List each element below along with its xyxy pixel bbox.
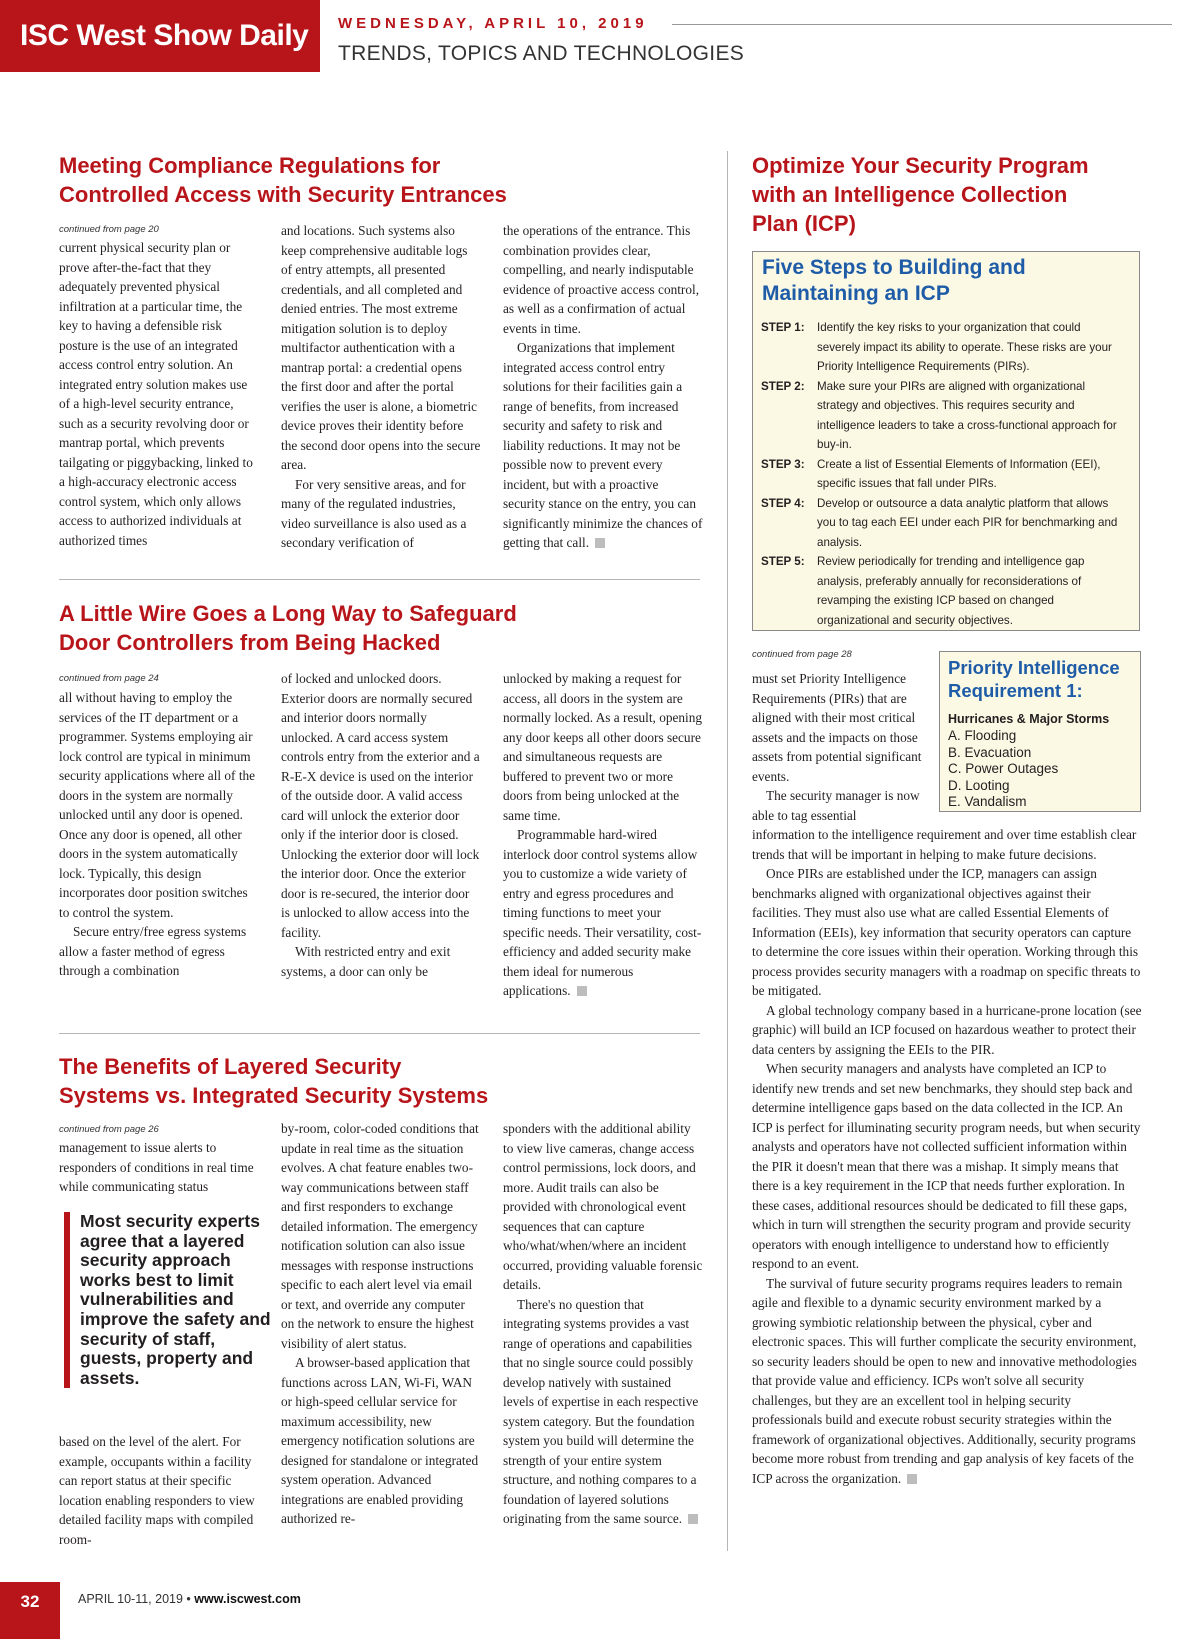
step-text: Develop or outsource a data analytic platform that allows you to tag each EEI under each PIR for benchmarking and analysis. [817, 496, 1118, 549]
step-label: STEP 2: [761, 379, 805, 393]
article1-continued: continued from page 20 [59, 224, 159, 235]
step-label: STEP 4: [761, 496, 805, 510]
pir-title-line1: Priority Intelligence [948, 657, 1120, 678]
paragraph: When security managers and analysts have completed an ICP to identify new trends and set new benchmarks, they should step back and determine intelligence gaps based on the data collected in the ICP. An ICP is perfect for illuminating security program needs, but when security analysts and operators have not collected sufficient information within the PIR it doesn't mean that there was a mishap. It simply means that there is a key requirement in the ICP that needs further exploration. In these cases, additional resources should be dedicated to fill these gaps, which in turn will strengthen the security program and provide security operators with enough intelligence to understand how to efficiently respond to an event. [752, 1061, 1141, 1271]
issue-date: WEDNESDAY, APRIL 10, 2019 [338, 15, 648, 32]
paragraph: current physical security plan or prove after-the-fact that they adequately prevented physical infiltration at a particular time, the key to having a defensible risk posture is the use of an integrated access control entry solution. An integrated entry solution makes use of a high-level security entrance, such as a security revolving door or mantrap portal, which prevents tailgating or piggybacking, linked to a high-accuracy electronic access control system, which only allows access to authorized individuals at authorized times [59, 240, 253, 548]
sidebar-title [762, 255, 1026, 307]
pir-subtitle: Hurricanes & Major Storms [948, 712, 1110, 726]
article3-title-line2: Systems vs. Integrated Security Systems [59, 1083, 489, 1108]
step-item [761, 494, 1125, 553]
pull-quote: Most security experts agree that a layered security approach works best to limit vulnerabilities and improve the safety and security of staff, guests, property and assets. [64, 1212, 280, 1388]
paragraph-text: The survival of future security programs requires leaders to remain agile and flexible to a dynamic security environment marked by a growing symbiotic relationship between the physical, cyber and electronic spaces. This will further complicate the security environment, so security leaders should be open to new and innovative methodologies that provide value and efficiency. ICPs won't solve all security challenges, but they are an excellent tool in helping security professionals build and execute robust security strategies within the framework of organizational objectives. Additionally, security programs become more robust from trending and gap analysis of key facets of the ICP across the organization. [752, 1275, 1137, 1486]
footer-url[interactable]: www.iscwest.com [194, 1592, 301, 1606]
masthead-brand: ISC West Show Daily [0, 0, 320, 72]
paragraph: Once PIRs are established under the ICP, managers can assign benchmarks aligned with organizational objectives against their facilities. They must also use what are called Essential Elements of Information (EEIs), key information that security operators can capture to determine the core issues within their operation. Working through this process provides security managers with a roadmap on specific threats to be mitigated. [752, 866, 1141, 998]
article3-col1-bottom [59, 1432, 259, 1549]
step-label: STEP 5: [761, 555, 805, 568]
step-item [761, 377, 1125, 455]
paragraph: based on the level of the alert. For example, occupants within a facility can report status at their specific location enabling responders to view detailed facility maps with compiled room- [59, 1434, 255, 1547]
article2-col1 [59, 688, 259, 981]
pir-item: E. Vandalism [948, 794, 1027, 809]
column-divider [727, 151, 728, 1551]
paragraph [503, 1295, 703, 1529]
step-label: STEP 1: [761, 321, 805, 334]
pir-callout [939, 651, 1141, 812]
article2-col3 [503, 669, 703, 1001]
article4-narrow-col [752, 669, 930, 825]
paragraph-text: Programmable hard-wired interlock door control systems allow you to customize a wide variety of entry and egress procedures and timing functions to meet your specific needs. Their versatility, cost-efficiency and added security make them ideal for numerous applications. [503, 827, 702, 998]
paragraph: sponders with the additional ability to view live cameras, change access control permissions, lock doors, and more. Audit trails can also be provided with chronological event sequences that can capture who/what/when/where an incident occurred, providing valuable forensic details. [503, 1121, 703, 1292]
pir-item: B. Evacuation [948, 744, 1032, 760]
step-text: Make sure your PIRs are aligned with organizational strategy and objectives. This requires security and intelligence leaders to take a cross-functional approach for buy-in. [817, 379, 1117, 451]
pir-item: A. Flooding [948, 728, 1017, 743]
article1-title [59, 151, 507, 209]
article3-title [59, 1052, 488, 1110]
step-item [761, 552, 1125, 630]
paragraph-text: There's no question that integrating systems provides a vast range of operations and capabilities that no single source could possibly develop natively with sustained levels of expertise in each respective system category. But the foundation system you build will determine the strength of your entire system structure, and nothing compares to a foundation of layered solutions originating from the same source. [503, 1296, 699, 1526]
step-item [761, 455, 1125, 494]
article4-body [752, 825, 1142, 1488]
step-item [761, 318, 1125, 377]
article1-col3 [503, 221, 703, 553]
header-rule [672, 24, 1172, 25]
step-text: Create a list of Essential Elements of Information (EEI), specific issues that fall under PIRs. [817, 457, 1101, 490]
divider [59, 1033, 700, 1034]
end-mark-icon [577, 986, 587, 996]
article2-title [59, 599, 517, 657]
article3-col2 [281, 1119, 481, 1529]
paragraph: all without having to employ the services of the IT department or a programmer. Systems employing air lock control are typical in minimum security applications where all of the doors in the system are normally unlocked until any door is opened. Once any door is opened, all other doors in the system automatically lock. Typically, this design incorporates door position switches to control the system. [59, 690, 256, 920]
article2-continued: continued from page 24 [59, 673, 159, 684]
article4-title [752, 151, 1089, 238]
paragraph: by-room, color-coded conditions that update in real time as the situation evolves. A chat feature enables two-way communications between staff and first responders to exchange detailed information. The emergency notification solution can also issue messages with response instructions specific to each alert level via email or text, and override any computer on the network to ensure the highest visibility of alert status. [281, 1121, 479, 1351]
article1-title-line2: Controlled Access with Security Entrances [59, 182, 507, 207]
paragraph [503, 338, 703, 553]
paragraph [503, 825, 703, 1001]
paragraph: Secure entry/free egress systems allow a faster method of egress through a combination [59, 924, 247, 978]
article1-col1 [59, 238, 259, 550]
article3-title-line1: The Benefits of Layered Security [59, 1054, 402, 1079]
article3-col3 [503, 1119, 703, 1529]
footer-dates: APRIL 10-11, 2019 [78, 1592, 183, 1606]
pir-title [948, 656, 1140, 702]
step-label: STEP 3: [761, 457, 805, 471]
paragraph: must set Priority Intelligence Requirements (PIRs) that are aligned with their most critical assets and the impacts on those assets from potential significant events. [752, 671, 922, 784]
paragraph: and locations. Such systems also keep comprehensive auditable logs of entry attempts, all presented credentials, and all completed and denied entries. The most extreme mitigation solution is to deploy multifactor authentication with a mantrap portal: a credential opens the first door and after the portal verifies the user is alone, a biometric device proves their identity before the second door opens into the secure area. [281, 223, 481, 472]
article2-title-line2: Door Controllers from Being Hacked [59, 630, 441, 655]
paragraph: unlocked by making a request for access, all doors in the system are normally locked. As a result, opening any door keeps all other doors secure and simultaneous requests are buffered to prevent two or more doors from being unlocked at the same time. [503, 671, 703, 823]
article1-col2 [281, 221, 481, 553]
end-mark-icon [595, 538, 605, 548]
pir-item: C. Power Outages [948, 761, 1059, 776]
page-number: 32 [0, 1582, 60, 1639]
paragraph: For very sensitive areas, and for many of the regulated industries, video surveillance is also used as a secondary verification of [281, 476, 467, 550]
divider [59, 579, 700, 580]
article1-title-line1: Meeting Compliance Regulations for [59, 153, 441, 178]
pir-title-line2: Requirement 1: [948, 680, 1083, 701]
pir-item: D. Looting [948, 777, 1010, 793]
paragraph: the operations of the entrance. This combination provides clear, compelling, and nearly indisputable evidence of proactive access control, as well as a confirmation of actual events in time. [503, 223, 700, 336]
article4-title-line3: Plan (ICP) [752, 211, 856, 236]
paragraph [752, 1274, 1142, 1489]
five-steps-sidebar [752, 251, 1140, 631]
step-text: Review periodically for trending and intelligence gap analysis, preferably annually for reconsiderations of revamping the existing ICP based on changed organizational and security objectives. [817, 555, 1085, 627]
section-subtitle: TRENDS, TOPICS AND TECHNOLOGIES [338, 42, 745, 65]
article4-title-line2: with an Intelligence Collection [752, 182, 1068, 207]
article2-col2 [281, 669, 481, 981]
paragraph: A browser-based application that functions across LAN, Wi-Fi, WAN or high-speed cellular service for maximum accessibility, new emergency notification solutions are designed for standalone or integrated system operation. Advanced integrations are enabled providing authorized re- [281, 1355, 479, 1526]
footer-info [78, 1592, 301, 1606]
footer-bullet: • [186, 1592, 191, 1606]
sidebar-title-line1: Five Steps to Building and [762, 256, 1026, 279]
paragraph: With restricted entry and exit systems, a door can only be [281, 944, 451, 979]
paragraph-text: Organizations that implement integrated access control entry solutions for their facilities gain a range of benefits, from increased security and safety to risk and liability reductions. It may not be possible now to prevent every incident, but with a proactive security stance on the entry, you can significantly minimize the chances of getting that call. [503, 340, 703, 550]
sidebar-title-line2: Maintaining an ICP [762, 282, 950, 305]
end-mark-icon [907, 1474, 917, 1484]
paragraph: information to the intelligence requirement and over time establish clear trends that will be important in helping to make future decisions. [752, 827, 1137, 862]
step-text: Identify the key risks to your organization that could severely impact its ability to operate. These risks are your Priority Intelligence Requirements (PIRs). [817, 321, 1112, 373]
article2-title-line1: A Little Wire Goes a Long Way to Safeguard [59, 601, 517, 626]
article4-continued: continued from page 28 [752, 649, 852, 660]
paragraph: of locked and unlocked doors. Exterior doors are normally secured and interior doors normally unlocked. A card access system controls entry from the exterior and a R-E-X device is used on the interior of the outside door. A valid access card will unlock the exterior door only if the interior door is closed. Unlocking the exterior door will lock the interior door. Once the exterior door is re-secured, the interior door is unlocked to allow access into the facility. [281, 671, 480, 940]
steps-list [761, 318, 1125, 630]
paragraph: management to issue alerts to responders of conditions in real time while communicating status [59, 1140, 254, 1194]
paragraph: The security manager is now able to tag essential [752, 788, 920, 823]
article4-title-line1: Optimize Your Security Program [752, 153, 1089, 178]
article3-col1-top [59, 1138, 259, 1197]
paragraph: A global technology company based in a hurricane-prone location (see graphic) will build an ICP focused on hazardous weather to protect their data centers by assigning the EEIs to the PIR. [752, 1002, 1142, 1057]
article3-continued: continued from page 26 [59, 1124, 159, 1135]
end-mark-icon [688, 1514, 698, 1524]
